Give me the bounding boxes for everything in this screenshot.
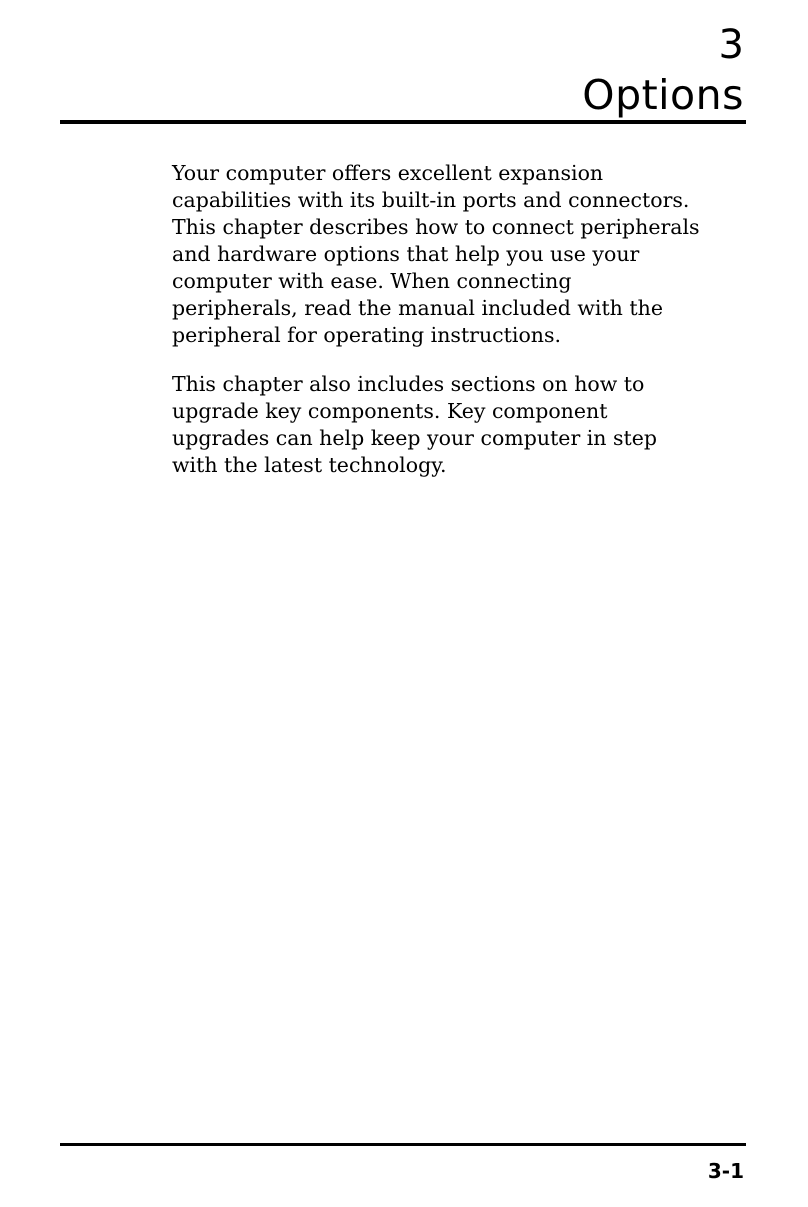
chapter-intro xyxy=(172,160,752,501)
footer-divider xyxy=(60,1143,746,1146)
intro-paragraph-1: Your computer offers excellent expansion capabilities with its built-in ports and connectors. This chapter describes how to connect peripherals and hardware options that help you use your computer with ease. When connecting peripherals, read the manual included with the peripheral for operating instructions. xyxy=(172,161,700,347)
chapter-title: Options xyxy=(582,71,744,119)
chapter-number: 3 xyxy=(718,22,744,68)
page-number: 3-1 xyxy=(707,1159,744,1183)
header-divider xyxy=(60,120,746,124)
intro-paragraph-2: This chapter also includes sections on how to upgrade key components. Key component upgrades can help keep your computer in step with the latest technology. xyxy=(172,372,658,477)
